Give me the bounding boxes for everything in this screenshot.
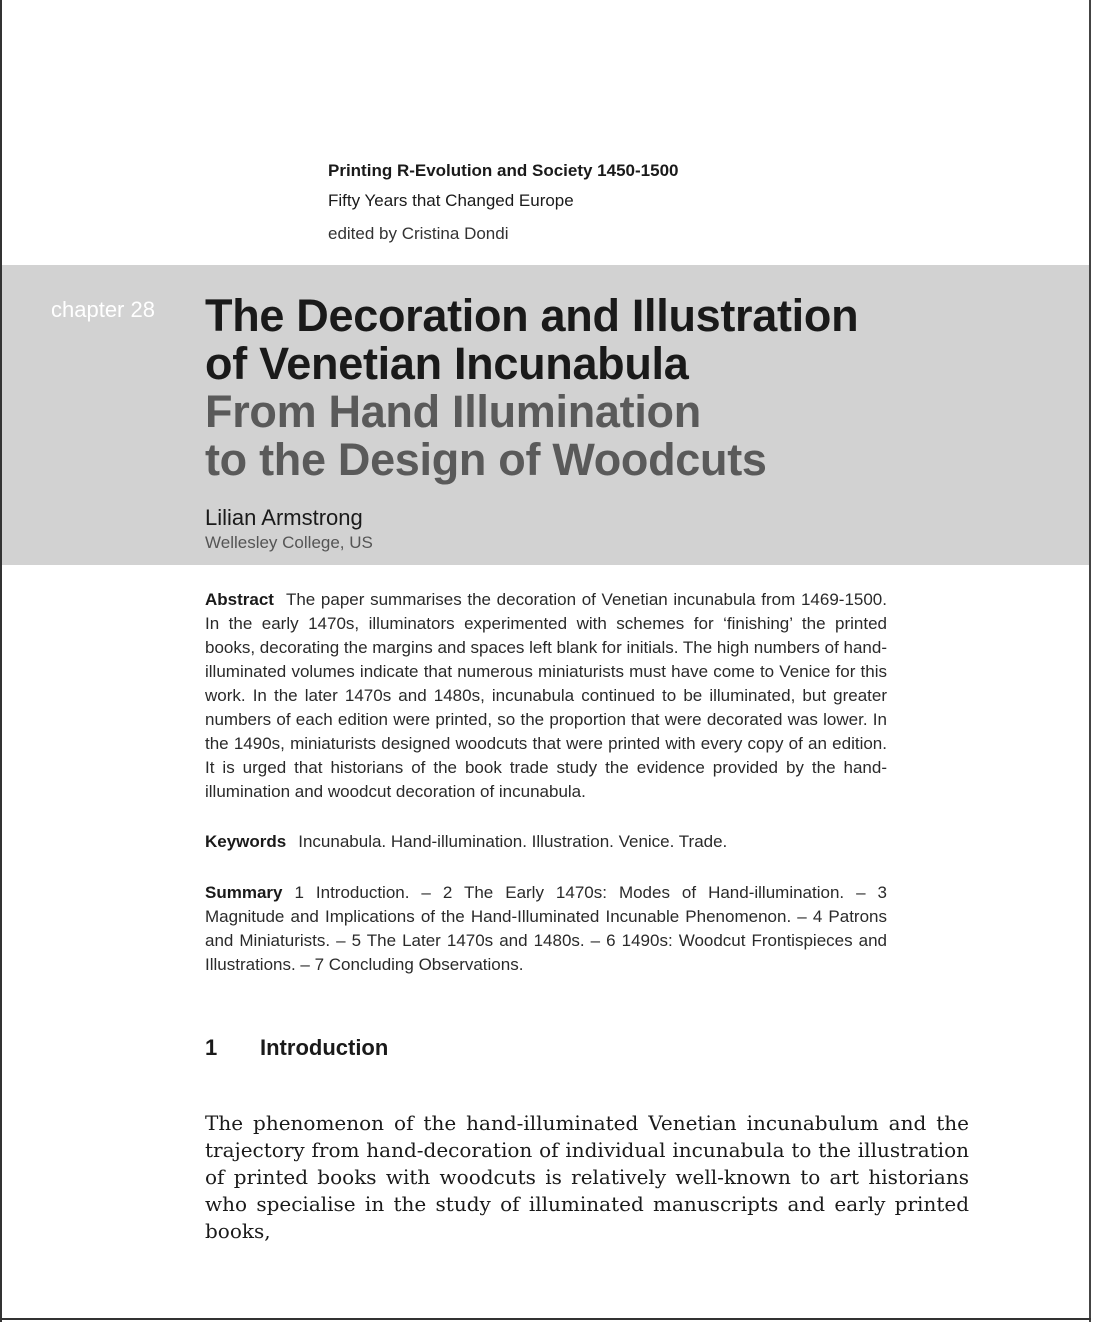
chapter-label: chapter 28 (51, 297, 155, 322)
page-edge-bottom (0, 1318, 1091, 1320)
series-editor: edited by Cristina Dondi (328, 224, 509, 243)
page-edge-left (0, 0, 2, 1322)
chapter-subtitle-line-1: From Hand Illumination (205, 386, 701, 437)
section-number: 1 (205, 1035, 218, 1060)
summary (205, 881, 887, 977)
summary-text: 1 Introduction. – 2 The Early 1470s: Modes of Hand-illumination. – 3 Magnitude and Implications of the Hand-Illuminated Incunable Phenomenon. – 4 Patrons and Miniaturists. – 5 The Later 1470s and 1480s. – 6 1490s: Woodcut Frontispieces and Illustrations. – 7 Concluding Observations. (205, 883, 887, 974)
author-name: Lilian Armstrong (205, 505, 363, 530)
chapter-title-block (205, 292, 1025, 484)
series-header (328, 160, 678, 245)
abstract (205, 588, 887, 804)
chapter-title-line-1: The Decoration and Illustration (205, 290, 859, 341)
keywords (205, 830, 887, 854)
section-title: Introduction (260, 1035, 389, 1060)
keywords-text: Incunabula. Hand-illumination. Illustration. Venice. Trade. (298, 832, 728, 851)
author-affiliation: Wellesley College, US (205, 533, 373, 552)
summary-label: Summary (205, 883, 283, 902)
chapter-title-line-2: of Venetian Incunabula (205, 338, 689, 389)
abstract-label: Abstract (205, 590, 274, 609)
chapter-subtitle-line-2: to the Design of Woodcuts (205, 434, 767, 485)
keywords-label: Keywords (205, 832, 287, 851)
series-subtitle: Fifty Years that Changed Europe (328, 191, 574, 210)
abstract-text: The paper summarises the decoration of Venetian incunabula from 1469-1500. In the early 1470s, illuminators experimented with schemes for ‘finishing’ the printed books, decorating the margins and spaces left blank for initials. The high numbers of hand-illuminated volumes indicate that numerous miniaturists must have come to Venice for this work. In the later 1470s and 1480s, incunabula continued to be illuminated, but greater numbers of each edition were printed, so the proportion that were decorated was lower. In the 1490s, miniaturists designed woodcuts that were printed with every copy of an edition. It is urged that historians of the book trade study the evidence provided by the hand-illumination and woodcut decoration of incunabula. (205, 590, 887, 801)
series-title: Printing R-Evolution and Society 1450-1500 (328, 161, 679, 180)
section-heading (205, 1034, 388, 1062)
page-edge-right (1089, 0, 1091, 1322)
body-paragraph: The phenomenon of the hand-illuminated Venetian incunabulum and the trajectory from hand-decoration of individual incunabula to the illustration of printed books with woodcuts is relatively well-known to art historians who specialise in the study of illuminated manuscripts and early printed books, (205, 1111, 969, 1243)
